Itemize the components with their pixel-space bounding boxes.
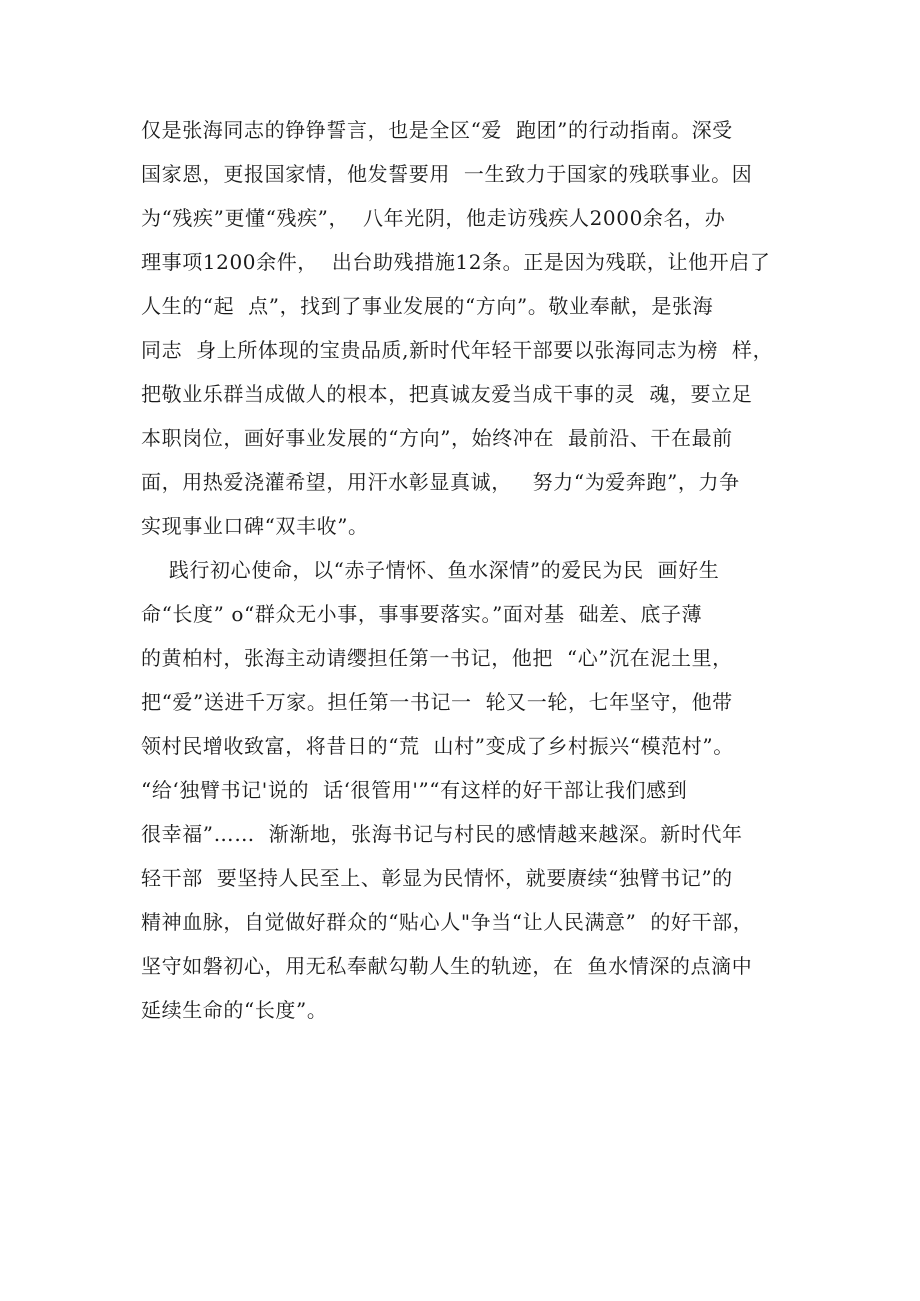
text-line: 的黄柏村，张海主动请缨担任第一书记，他把 “心”沉在泥土里， <box>141 646 733 670</box>
text-line: 很幸福”…… 渐渐地，张海书记与村民的感情越来越深。新时代年 <box>141 822 743 846</box>
text-line: 领村民增收致富，将昔日的“荒 山村”变成了乡村振兴“模范村”。 <box>141 734 734 758</box>
text-line: 为“残疾”更懂“残疾”， 八年光阴，他走访残疾人2000余名，办 <box>141 206 726 230</box>
text-line: 精神血脉，自觉做好群众的“贴心人"争当“让人民满意” 的好干部， <box>141 910 754 934</box>
text-line: 仅是张海同志的铮铮誓言，也是全区“爱 跑团”的行动指南。深受 <box>141 118 733 142</box>
text-line: 坚守如磐初心，用无私奉献勾勒人生的轨迹，在 鱼水情深的点滴中 <box>141 954 753 978</box>
text-line: 把“爱”送进千万家。担任第一书记一 轮又一轮，七年坚守，他带 <box>141 690 733 714</box>
text-line: 理事项1200余件， 出台助残措施12条。正是因为残联，让他开启了 <box>141 250 771 274</box>
text-line: 命“长度” o“群众无小事，事事要落实。”面对基 础差、底子薄 <box>141 602 703 626</box>
text-line: 同志 身上所体现的宝贵品质,新时代年轻干部要以张海同志为榜 样， <box>141 338 774 362</box>
text-line: “给‘独臂书记'说的 话‘很管用'”“有这样的好干部让我们感到 <box>141 778 688 802</box>
text-line: 延续生命的“长度”。 <box>141 998 328 1022</box>
text-line: 实现事业口碑“双丰收”。 <box>141 514 369 538</box>
text-line: 轻干部 要坚持人民至上、彰显为民情怀，就要赓续“独臂书记”的 <box>141 866 733 890</box>
text-line: 把敬业乐群当成做人的根本，把真诚友爱当成干事的灵 魂，要立足 <box>141 382 753 406</box>
text-line: 践行初心使命，以“赤子情怀、鱼水深情”的爱民为民 画好生 <box>141 558 720 582</box>
text-line: 面，用热爱浇灌希望，用汗水彰显真诚， 努力“为爱奔跑”，力争 <box>141 470 740 494</box>
text-line: 本职岗位，画好事业发展的“方向”，始终冲在 最前沿、干在最前 <box>141 426 733 450</box>
text-line: 人生的“起 点”，找到了事业发展的“方向”。敬业奉献，是张海 <box>141 294 714 318</box>
text-line: 国家恩，更报国家情，他发誓要用 一生致力于国家的残联事业。因 <box>141 162 753 186</box>
